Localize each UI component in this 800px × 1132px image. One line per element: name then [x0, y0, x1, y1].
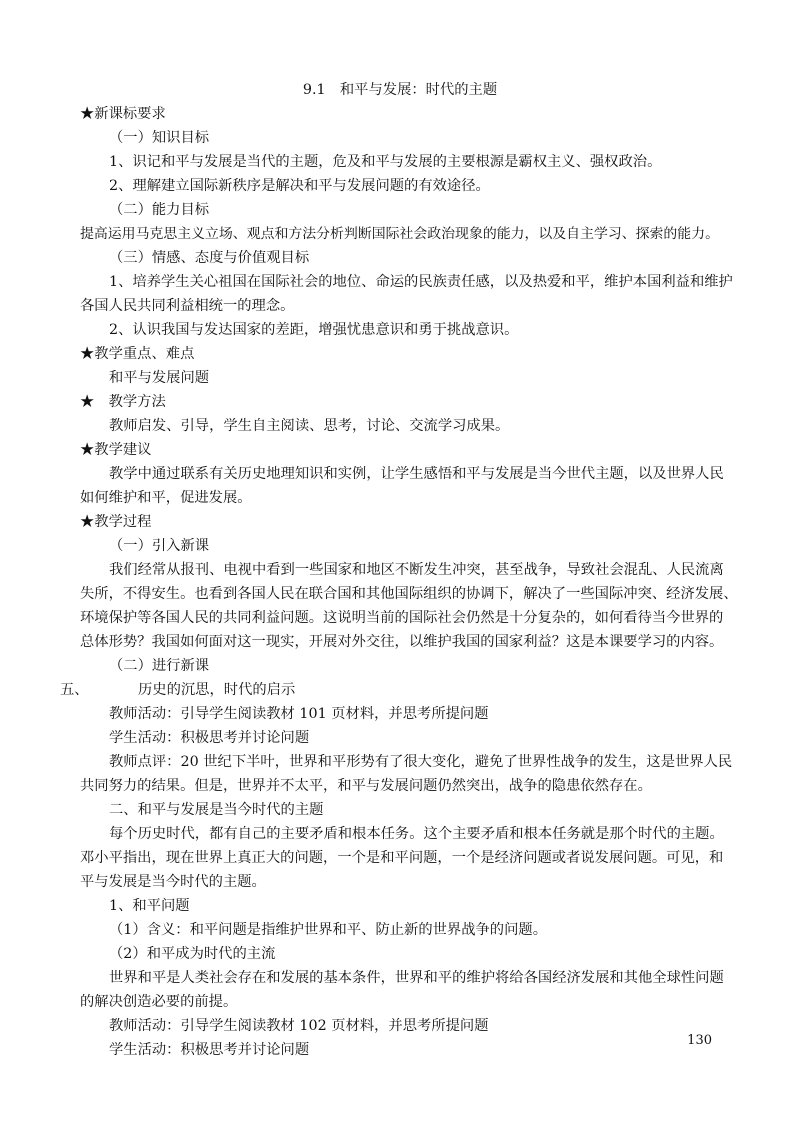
paragraph-line: 各国人民共同利益相统一的理念。 — [80, 298, 295, 314]
subheading-history-reflection: 历史的沉思，时代的启示 — [138, 682, 296, 698]
subheading-peace-issue: 1、和平问题 — [109, 898, 190, 914]
paragraph-line: 我们经常从报刊、电视中看到一些国家和地区不断发生冲突，甚至战争，导致社会混乱、人民流离 — [109, 562, 724, 578]
paragraph-line: 失所，不得安生。也看到各国人民在联合国和其他国际组织的协调下，解决了一些国际冲突、经济发展、 — [80, 586, 738, 602]
heading-teaching-process: ★教学过程 — [80, 514, 152, 530]
paragraph-line: 提高运用马克思主义立场、观点和方法分析判断国际社会政治现象的能力，以及自主学习、探索的能力。 — [80, 226, 719, 242]
paragraph-line: （2）和平成为时代的主流 — [109, 946, 276, 962]
paragraph-line: 的解决创造必要的前提。 — [80, 994, 238, 1010]
paragraph-line: 共同努力的结果。但是，世界并不太平，和平与发展问题仍然突出，战争的隐患依然存在。 — [80, 778, 652, 794]
paragraph-line: 1、培养学生关心祖国在国际社会的地位、命运的民族责任感，以及热爱和平，维护本国利益和维护 — [109, 274, 733, 290]
subheading-new-lesson: （二）进行新课 — [109, 658, 210, 674]
paragraph-line: 平与发展是当今时代的主题。 — [80, 874, 266, 890]
paragraph-line: 教师启发、引导，学生自主阅读、思考，讨论、交流学习成果。 — [109, 418, 510, 434]
subheading-knowledge-goals: （一）知识目标 — [109, 130, 210, 146]
paragraph-line: 世界和平是人类社会存在和发展的基本条件，世界和平的维护将给各国经济发展和其他全球性问题 — [109, 970, 724, 986]
paragraph-line: 教师活动：引导学生阅读教材 102 页材料，并思考所提问题 — [109, 1018, 489, 1034]
paragraph-line: 如何维护和平，促进发展。 — [80, 490, 252, 506]
paragraph-line: 环境保护等各国人民的共同利益问题。这说明当前的国际社会仍然是十分复杂的，如何看待当今世界的 — [80, 610, 724, 626]
paragraph-line: 2、理解建立国际新秩序是解决和平与发展问题的有效途径。 — [109, 178, 490, 194]
paragraph-line: 教师活动：引导学生阅读教材 101 页材料，并思考所提问题 — [109, 706, 489, 722]
page-number: 130 — [687, 1033, 712, 1048]
paragraph-line: 2、认识我国与发达国家的差距，增强忧患意识和勇于挑战意识。 — [109, 322, 519, 338]
paragraph-line: （1）含义：和平问题是指维护世界和平、防止新的世界战争的问题。 — [109, 922, 547, 938]
paragraph-line: 邓小平指出，现在世界上真正大的问题，一个是和平问题，一个是经济问题或者说发展问题。可见，和 — [80, 850, 724, 866]
subheading-emotion-goals: （三）情感、态度与价值观目标 — [109, 250, 310, 266]
paragraph-line: 教学中通过联系有关历史地理知识和实例，让学生感悟和平与发展是当今世代主题，以及世界人民 — [109, 466, 724, 482]
heading-teaching-suggestions: ★教学建议 — [80, 442, 152, 458]
subheading-intro: （一）引入新课 — [109, 538, 210, 554]
subheading-ability-goals: （二）能力目标 — [109, 202, 210, 218]
paragraph-line: 学生活动：积极思考并讨论问题 — [109, 730, 310, 746]
paragraph-line: 1、识记和平与发展是当代的主题，危及和平与发展的主要根源是霸权主义、强权政治。 — [109, 154, 662, 170]
section-title: 9.1 和平与发展：时代的主题 — [302, 82, 498, 98]
heading-key-points: ★教学重点、难点 — [80, 346, 195, 362]
heading-curriculum-requirements: ★新课标要求 — [80, 106, 166, 122]
paragraph-line: 每个历史时代，都有自己的主要矛盾和根本任务。这个主要矛盾和根本任务就是那个时代的主题。 — [109, 826, 724, 842]
subheading-era-theme: 二、和平与发展是当今时代的主题 — [109, 802, 324, 818]
heading-teaching-methods: ★ 教学方法 — [80, 394, 166, 410]
list-number: 五、 — [60, 682, 89, 698]
paragraph-line: 学生活动：积极思考并讨论问题 — [109, 1042, 310, 1058]
paragraph-line: 总体形势？我国如何面对这一现实，开展对外交往，以维护我国的国家利益？这是本课要学习的内容。 — [80, 634, 724, 650]
paragraph-line: 教师点评：20 世纪下半叶，世界和平形势有了很大变化，避免了世界性战争的发生，这是世界人民 — [109, 754, 733, 770]
paragraph-line: 和平与发展问题 — [109, 370, 210, 386]
